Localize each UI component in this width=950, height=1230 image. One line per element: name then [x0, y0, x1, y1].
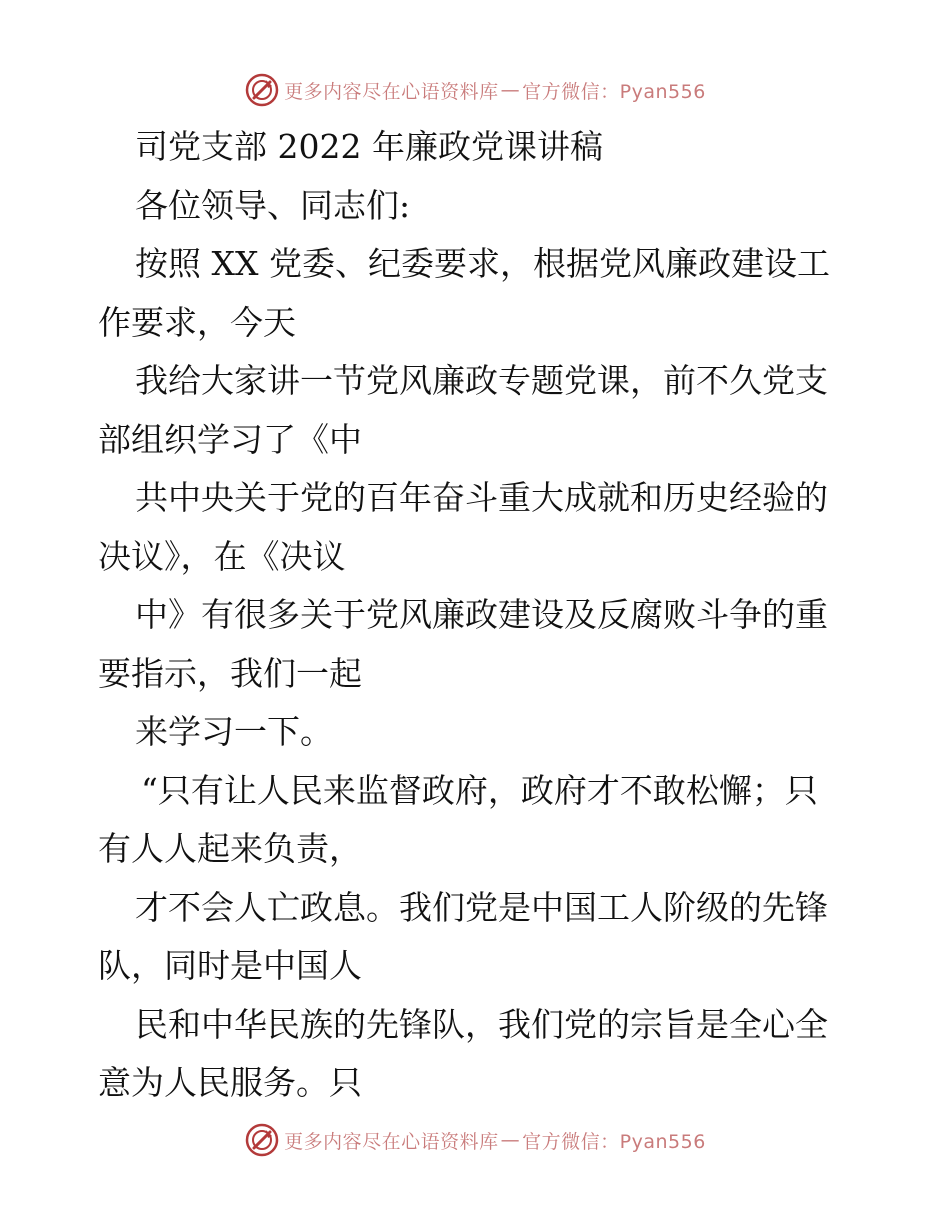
watermark-text: 更多内容尽在心语资料库 — [284, 1130, 499, 1153]
red-seal-emblem-icon — [244, 1122, 280, 1158]
body-line: 队，同时是中国人 — [98, 946, 362, 985]
watermark-contact: 官方微信：Pyan556 — [522, 80, 706, 103]
body-line: 部组织学习了《中 — [98, 419, 362, 459]
body-line: 有人人起来负责， — [98, 829, 362, 868]
body-line: 决议》，在《决议 — [98, 536, 346, 576]
document-title: 司党支部 2022 年廉政党课讲稿 — [135, 127, 603, 166]
body-line: 才不会人亡政息。我们党是中国工人阶级的先锋 — [135, 887, 828, 927]
salutation: 各位领导、同志们: — [135, 185, 411, 225]
red-seal-emblem-icon — [244, 72, 280, 108]
watermark-dash: — — [500, 79, 521, 101]
body-line: 意为人民服务。只 — [98, 1063, 362, 1102]
watermark-text: 更多内容尽在心语资料库 — [284, 80, 499, 103]
body-line: 我给大家讲一节党风廉政专题党课，前不久党支 — [135, 361, 828, 400]
body-line: “只有让人民来监督政府，政府才不敢松懈；只 — [141, 770, 818, 810]
body-line: 中》有很多关于党风廉政建设及反腐败斗争的重 — [135, 595, 828, 634]
body-line: 作要求，今天 — [98, 302, 296, 342]
body-line: 共中央关于党的百年奋斗重大成就和历史经验的 — [135, 478, 828, 517]
footer-watermark — [0, 1120, 950, 1160]
watermark-contact: 官方微信：Pyan556 — [522, 1130, 706, 1153]
body-line: 要指示，我们一起 — [98, 653, 362, 693]
body-line: 按照 XX 党委、纪委要求，根据党风廉政建设工 — [135, 244, 830, 283]
watermark-dash: — — [500, 1129, 521, 1151]
body-line: 来学习一下。 — [135, 712, 333, 751]
body-line: 民和中华民族的先锋队，我们党的宗旨是全心全 — [135, 1004, 828, 1044]
header-watermark — [0, 70, 950, 110]
document-body — [98, 118, 858, 1113]
